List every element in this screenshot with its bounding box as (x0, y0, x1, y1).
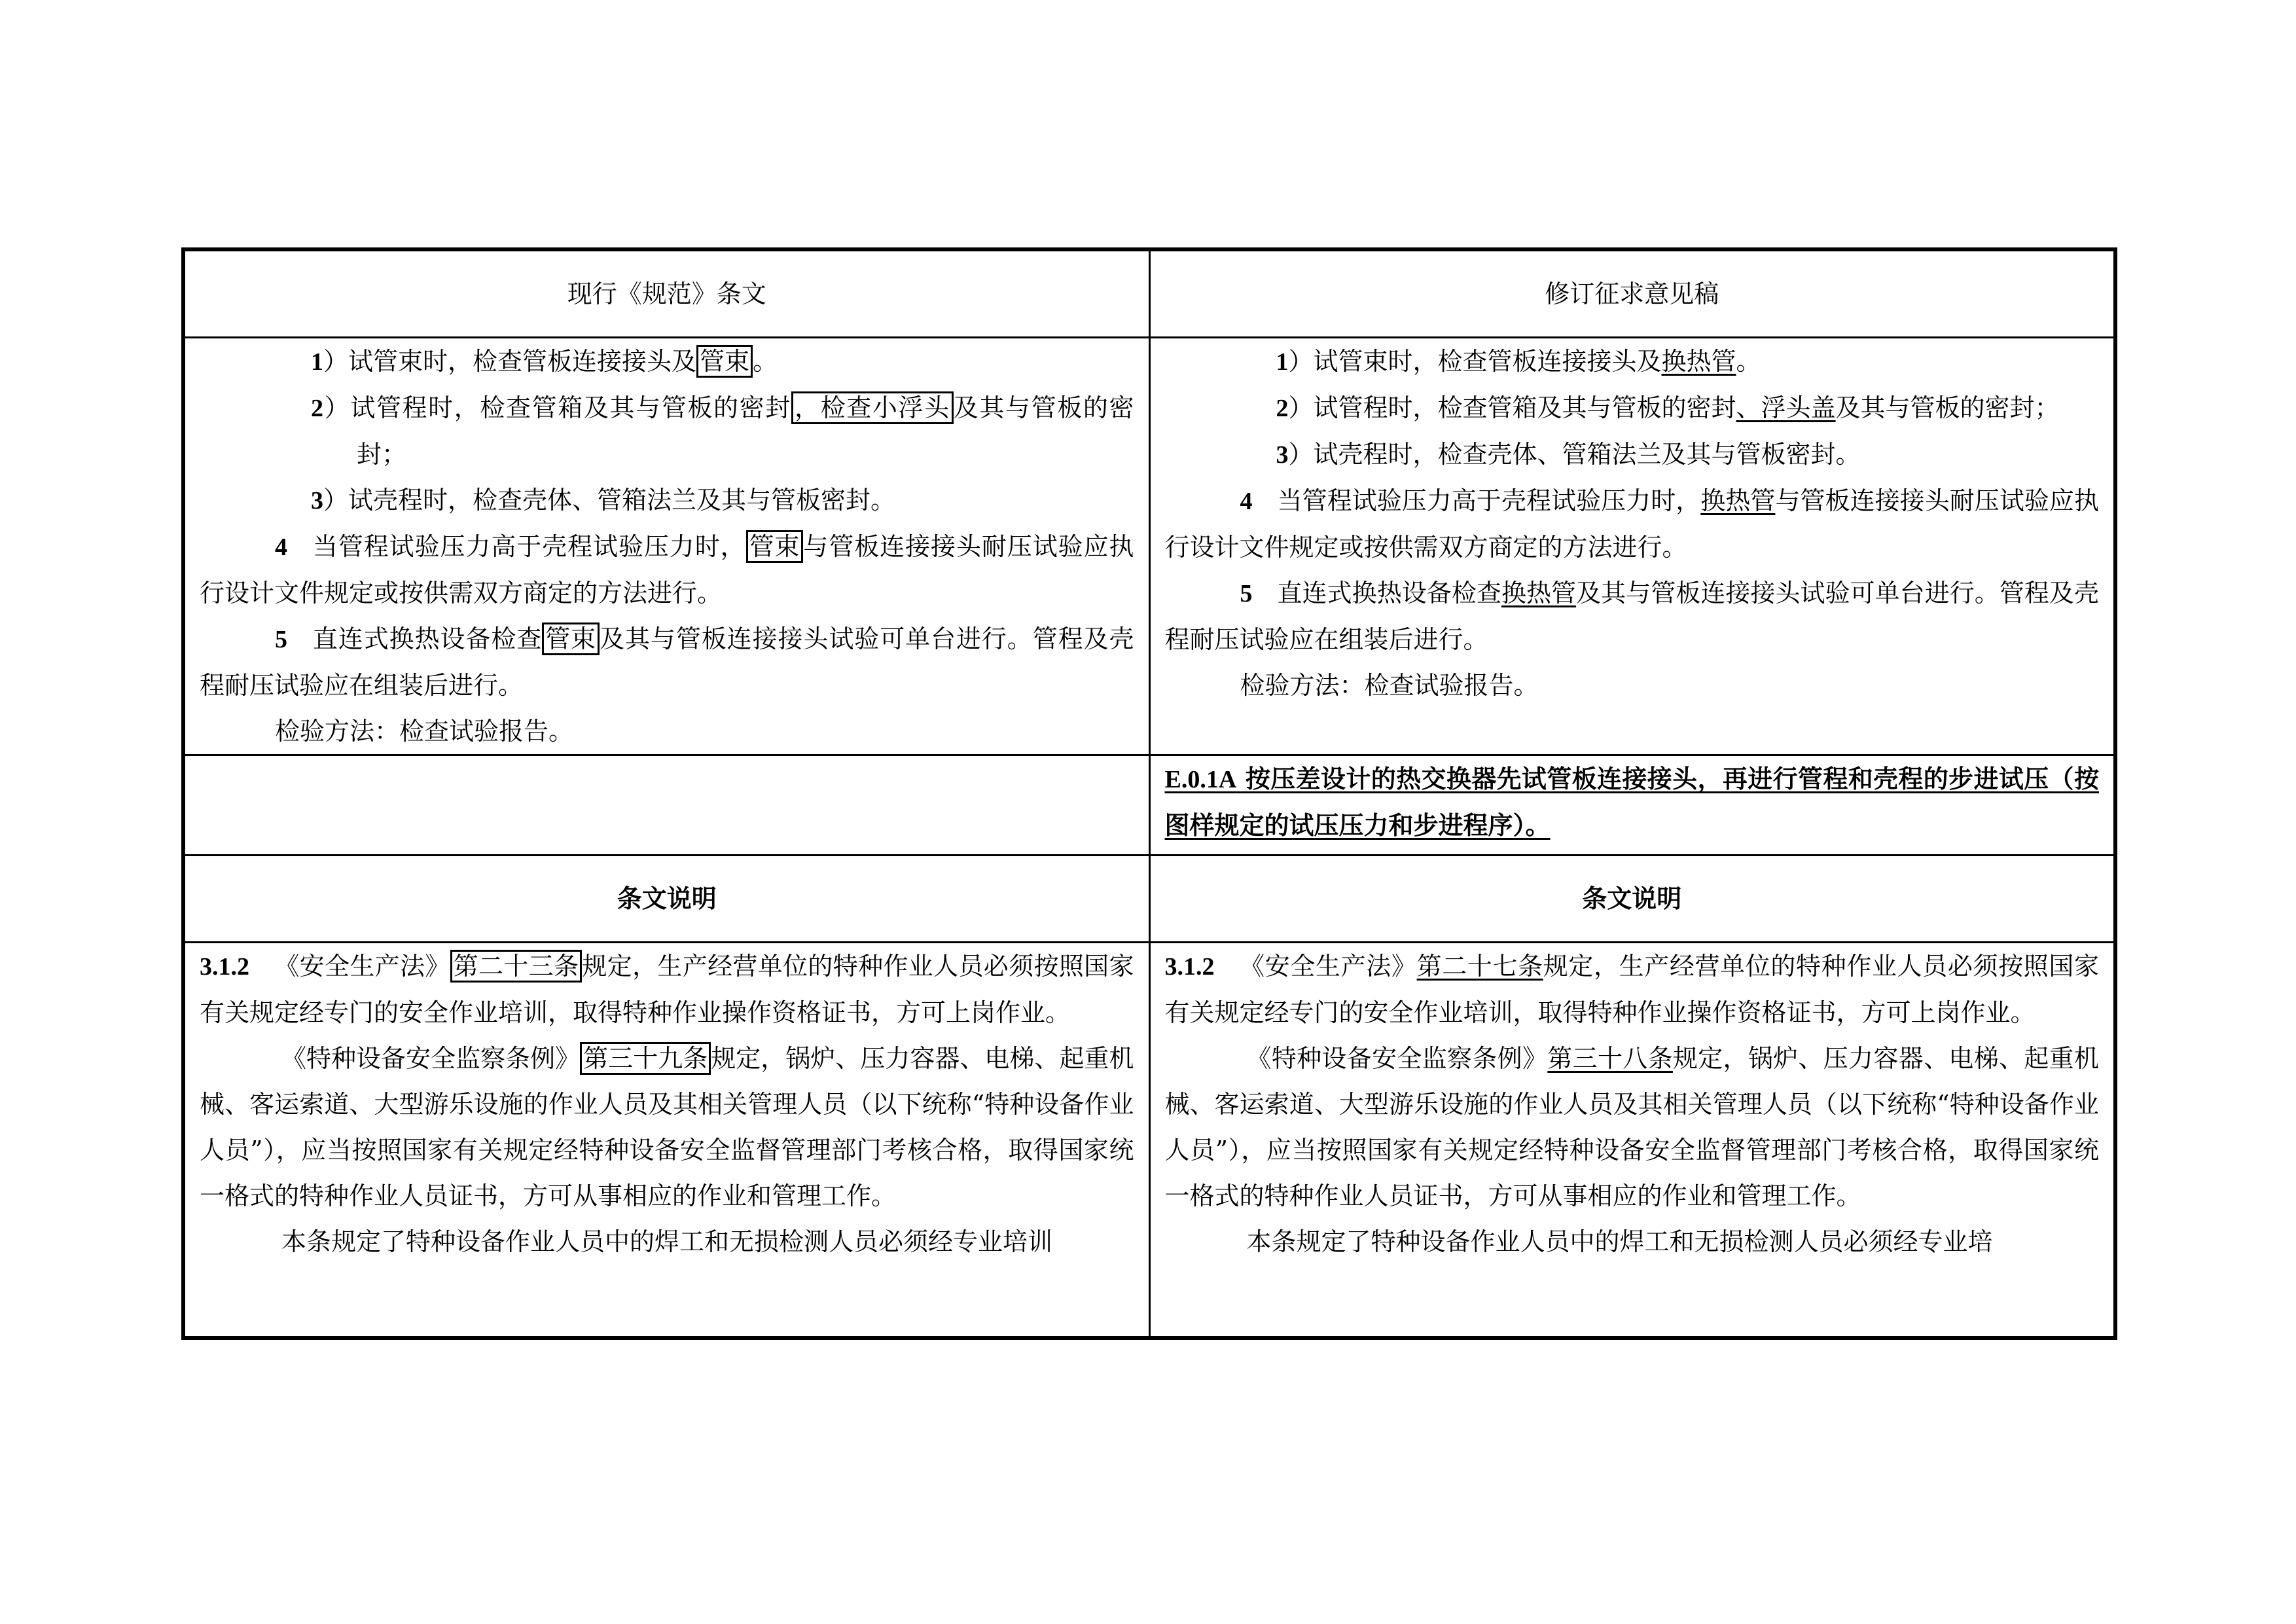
changed-term-underline: 换热管 (1501, 579, 1577, 607)
new-clause-text: E.0.1A 按压差设计的热交换器先试管板连接接头，再进行管程和壳程的步进试压（按图样规定的试压压力和步进程序）。 (1164, 764, 2099, 840)
item-3: 3）试壳程时，检查壳体、管箱法兰及其与管板密封。 (311, 486, 896, 514)
clause-4: 4 当管程试验压力高于壳程试验压力时， 管束 与管板连接接头耐压试验应执行设计文件规定或按供需双方商定的方法进行。 (200, 524, 1134, 616)
changed-term-box: 管束 (696, 345, 753, 378)
explanation-para-2: 《特种设备安全监察条例》第三十八条规定，锅炉、压力容器、电梯、起重机械、客运索道、大型游乐设施的作业人员及其相关管理人员（以下统称“特种设备作业人员”），应当按照国家有关规定经特种设备安全监督管理部门考核合格，取得国家统一格式的特种作业人员证书，方可从事相应的作业和管理工作。 (1164, 1044, 2099, 1210)
changed-term-box: 第二十三条 (450, 950, 583, 983)
changed-term-underline: 换热管 (1661, 347, 1736, 376)
new-clause-row (183, 755, 2115, 856)
item-3: 3）试壳程时，检查壳体、管箱法兰及其与管板密封。 (1276, 440, 1861, 469)
changed-term-box: ，检查小浮头 (791, 391, 954, 424)
clause-4: 4 当管程试验压力高于壳程试验压力时，换热管与管板连接接头耐压试验应执行设计文件规定或按供需双方商定的方法进行。 (1164, 486, 2099, 562)
clause-5: 5 直连式换热设备检查换热管及其与管板连接接头试验可单台进行。管程及壳程耐压试验应在组装后进行。 (1164, 579, 2099, 654)
empty-cell (183, 755, 1149, 856)
revised-explanation-cell (1149, 943, 2115, 1339)
explanation-para-3: 本条规定了特种设备作业人员中的焊工和无损检测人员必须经专业培 (1246, 1227, 1993, 1256)
explanation-para-3: 本条规定了特种设备作业人员中的焊工和无损检测人员必须经专业培训 (281, 1227, 1053, 1256)
item-1: 1）试管束时，检查管板连接接头及换热管。 (1276, 347, 1761, 376)
current-explanation-cell (183, 943, 1149, 1339)
explanation-heading-right: 条文说明 (1149, 856, 2115, 943)
changed-term-underline: 第三十八条 (1547, 1044, 1673, 1073)
new-clause-cell (1149, 755, 2115, 856)
inspection-method: 检验方法：检查试验报告。 (1240, 671, 1539, 700)
explanation-para-2: 《特种设备安全监察条例》 第三十九条 规定，锅炉、压力容器、电梯、起重机械、客运索道、大型游乐设施的作业人员及其相关管理人员（以下统称“特种设备作业人员”），应当按照国家有关规定经特种设备安全监督管理部门考核合格，取得国家统一格式的特种作业人员证书，方可从事相应的作业和管理工作。 (200, 1036, 1134, 1219)
explanation-row (183, 943, 2115, 1339)
clause-5: 5 直连式换热设备检查 管束 及其与管板连接接头试验可单台进行。管程及壳程耐压试验应在组装后进行。 (200, 616, 1134, 708)
revised-clause-cell (1149, 338, 2115, 755)
changed-term-box: 第三十九条 (580, 1042, 711, 1075)
changed-term-underline: 换热管 (1700, 486, 1776, 515)
inspection-method: 检验方法：检查试验报告。 (275, 717, 574, 746)
clause-row (183, 338, 2115, 755)
changed-term-underline: 、浮头盖 (1736, 393, 1836, 422)
item-2: 2）试管程时，检查管箱及其与管板的密封、浮头盖及其与管板的密封； (1276, 393, 2060, 422)
explanation-para-1: 3.1.2 《安全生产法》第二十七条规定，生产经营单位的特种作业人员必须按照国家有关规定经专门的安全作业培训，取得特种作业操作资格证书，方可上岗作业。 (1164, 952, 2099, 1027)
header-row (183, 249, 2115, 338)
current-clause-cell (183, 338, 1149, 755)
explanation-heading-row (183, 856, 2115, 943)
explanation-heading-left: 条文说明 (183, 856, 1149, 943)
comparison-table (181, 247, 2117, 1340)
explanation-para-1: 3.1.2 《安全生产法》 第二十三条 规定，生产经营单位的特种作业人员必须按照国家有关规定经专门的安全作业培训，取得特种作业操作资格证书，方可上岗作业。 (200, 943, 1134, 1036)
item-1: 1）试管束时，检查管板连接接头及 管束 。 (200, 338, 1134, 385)
changed-term-box: 管束 (746, 530, 804, 563)
header-current-spec: 现行《规范》条文 (183, 249, 1149, 338)
changed-term-underline: 第二十七条 (1416, 952, 1543, 981)
item-2: 2）试管程时，检查管箱及其与管板的密封 ，检查小浮头 及其与管板的密封； (200, 385, 1134, 477)
header-revision-draft: 修订征求意见稿 (1149, 249, 2115, 338)
changed-term-box: 管束 (542, 623, 600, 655)
